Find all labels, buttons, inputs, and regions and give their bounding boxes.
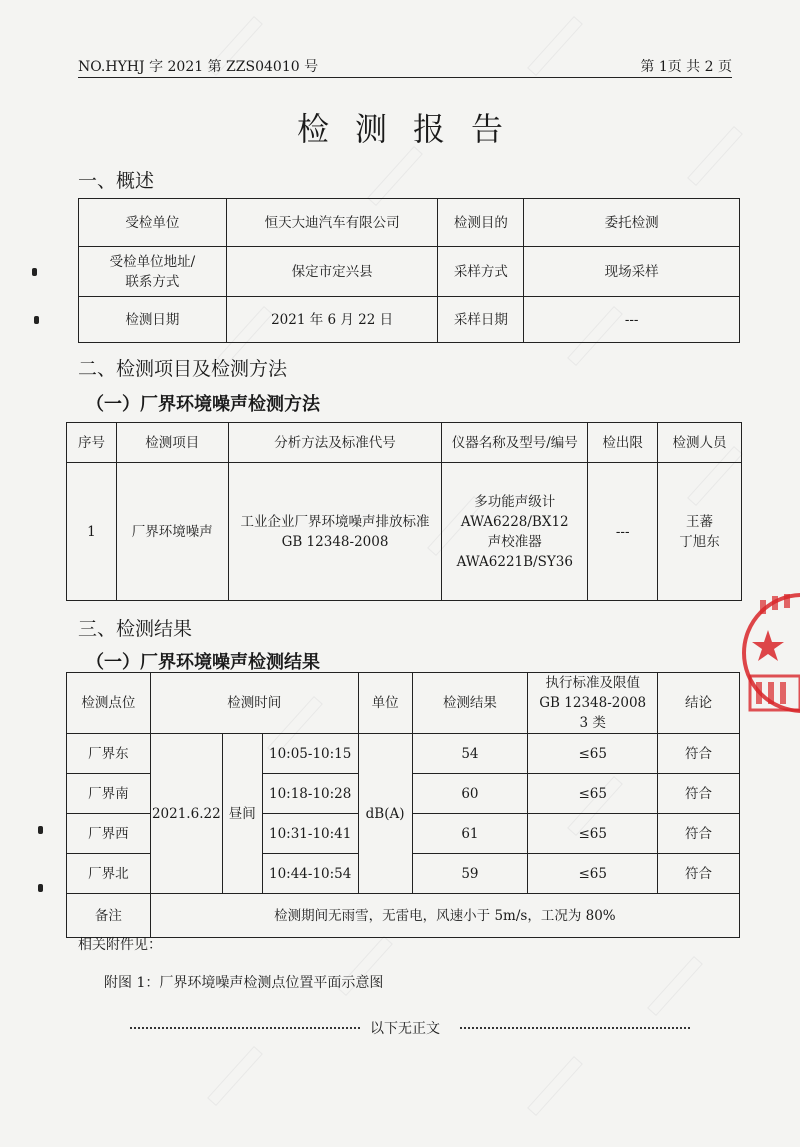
- cell-line: AWA6228/BX12: [460, 513, 569, 530]
- table-row: [79, 247, 740, 297]
- table-cell: 符合: [658, 854, 740, 894]
- table-cell: 10:18-10:28: [262, 774, 358, 814]
- watermark: [207, 1046, 263, 1106]
- cell-line: 工业企业厂界环境噪声排放标准: [240, 513, 430, 530]
- attachments-label: 相关附件见：: [78, 937, 162, 953]
- column-header: 结论: [658, 673, 740, 734]
- column-header: [528, 673, 658, 734]
- subsection-heading-methods: （一）厂界环境噪声检测方法: [86, 394, 320, 415]
- cell-line: 执行标准及限值: [545, 675, 640, 691]
- table-cell: 检测日期: [79, 297, 227, 343]
- column-header: 单位: [358, 673, 412, 734]
- date-cell: 2021.6.22: [150, 734, 222, 894]
- table-cell: [228, 463, 442, 601]
- report-number: NO.HYHJ 字 2021 第 ZZS04010 号: [78, 59, 319, 75]
- table-cell: 10:05-10:15: [262, 734, 358, 774]
- table-cell: 采样日期: [438, 297, 524, 343]
- remark-label: 备注: [67, 894, 151, 938]
- watermark: [527, 1056, 583, 1116]
- table-cell: 59: [412, 854, 528, 894]
- page-header: [78, 52, 732, 78]
- table-cell: ≤65: [528, 774, 658, 814]
- column-header: 序号: [67, 423, 117, 463]
- table-cell: 符合: [658, 774, 740, 814]
- table-row: [67, 894, 740, 938]
- table-cell: 60: [412, 774, 528, 814]
- table-cell: 厂界西: [67, 814, 151, 854]
- table-cell: 10:44-10:54: [262, 854, 358, 894]
- table-cell: 委托检测: [524, 199, 740, 247]
- cell-line: 声校准器: [487, 533, 542, 550]
- section-heading-results: 三、检测结果: [78, 618, 193, 640]
- remark-text: 检测期间无雨雪，无雷电，风速小于 5m/s，工况为 80%: [150, 894, 739, 938]
- table-cell: 1: [67, 463, 117, 601]
- table-header-row: [67, 423, 742, 463]
- results-table: [66, 672, 740, 938]
- cell-line: GB 12348-2008: [281, 533, 389, 550]
- cell-line: 联系方式: [125, 273, 180, 290]
- table-header-row: [67, 673, 740, 734]
- column-header: 分析方法及标准代号: [228, 423, 442, 463]
- cell-line: 丁旭东: [679, 533, 720, 550]
- column-header: 检测项目: [116, 423, 228, 463]
- table-cell: 采样方式: [438, 247, 524, 297]
- cell-line: 多功能声级计: [474, 493, 556, 510]
- table-cell: 10:31-10:41: [262, 814, 358, 854]
- column-header: 检测时间: [150, 673, 358, 734]
- table-cell: 61: [412, 814, 528, 854]
- table-cell: [658, 463, 742, 601]
- section-heading-overview: 一、概述: [78, 170, 155, 192]
- binding-mark: [38, 884, 43, 892]
- end-of-text: 以下无正文: [370, 1021, 440, 1037]
- table-row: [79, 297, 740, 343]
- dotted-rule: [130, 1027, 360, 1029]
- column-header: 检测结果: [412, 673, 528, 734]
- table-row: [67, 734, 740, 774]
- table-cell: 恒天大迪汽车有限公司: [226, 199, 438, 247]
- table-cell: 符合: [658, 734, 740, 774]
- table-row: [67, 463, 742, 601]
- table-cell: ---: [524, 297, 740, 343]
- unit-cell: dB(A): [358, 734, 412, 894]
- table-cell: ---: [588, 463, 658, 601]
- watermark: [647, 956, 703, 1016]
- table-cell: [442, 463, 588, 601]
- table-cell: 检测目的: [438, 199, 524, 247]
- table-cell: ≤65: [528, 814, 658, 854]
- table-cell: 厂界北: [67, 854, 151, 894]
- page-title: 检测报告: [296, 110, 529, 148]
- table-cell: 厂界东: [67, 734, 151, 774]
- table-cell: 保定市定兴县: [226, 247, 438, 297]
- column-header: 检测人员: [658, 423, 742, 463]
- column-header: 检出限: [588, 423, 658, 463]
- table-cell: 厂界环境噪声: [116, 463, 228, 601]
- cell-line: 3 类: [579, 715, 606, 731]
- table-cell: 厂界南: [67, 774, 151, 814]
- binding-mark: [38, 826, 43, 834]
- table-cell: 符合: [658, 814, 740, 854]
- period-cell: 昼间: [222, 734, 262, 894]
- cell-line: 受检单位地址/: [109, 253, 196, 270]
- table-cell: 受检单位: [79, 199, 227, 247]
- table-cell: [79, 247, 227, 297]
- page-number: 第 1页 共 2 页: [640, 59, 732, 75]
- cell-line: GB 12348-2008: [539, 695, 647, 711]
- methods-table: [66, 422, 742, 601]
- column-header: 检测点位: [67, 673, 151, 734]
- table-cell: ≤65: [528, 734, 658, 774]
- binding-mark: [34, 316, 39, 324]
- dotted-rule: [460, 1027, 690, 1029]
- section-heading-methods: 二、检测项目及检测方法: [78, 358, 288, 380]
- subsection-heading-results: （一）厂界环境噪声检测结果: [86, 652, 320, 673]
- cell-line: AWA6221B/SY36: [456, 553, 573, 570]
- table-row: [79, 199, 740, 247]
- column-header: 仪器名称及型号/编号: [442, 423, 588, 463]
- table-cell: ≤65: [528, 854, 658, 894]
- table-cell: 2021 年 6 月 22 日: [226, 297, 438, 343]
- table-cell: 54: [412, 734, 528, 774]
- attachment-item: 附图 1：厂界环境噪声检测点位置平面示意图: [104, 975, 384, 991]
- table-cell: 现场采样: [524, 247, 740, 297]
- overview-table: [78, 198, 740, 343]
- binding-mark: [32, 268, 37, 276]
- cell-line: 王蕃: [686, 513, 714, 530]
- official-seal: [740, 578, 800, 728]
